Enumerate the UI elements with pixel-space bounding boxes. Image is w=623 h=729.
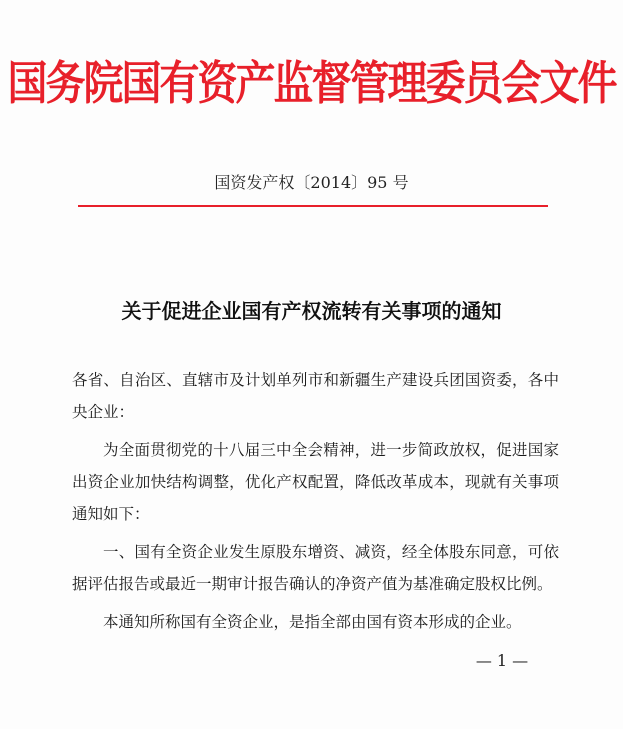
definition-paragraph: 本通知所称国有全资企业，是指全部由国有资本形成的企业。 (103, 613, 522, 631)
notice-body (72, 364, 559, 644)
document-number: 国资发产权〔2014〕95 号 (214, 173, 409, 192)
intro-paragraph: 为全面贯彻党的十八届三中全会精神，进一步简政放权，促进国家出资企业加快结构调整，优化产权配置，降低改革成本，现就有关事项通知如下： (72, 441, 559, 523)
addressee-paragraph: 各省、自治区、直辖市及计划单列市和新疆生产建设兵团国资委，各中央企业： (72, 371, 559, 421)
item-one-paragraph: 一、国有全资企业发生原股东增资、减资，经全体股东同意，可依据评估报告或最近一期审计报告确认的净资产值为基准确定股权比例。 (72, 543, 559, 593)
page-number: — 1 — (475, 651, 529, 670)
notice-title: 关于促进企业国有产权流转有关事项的通知 (121, 299, 502, 323)
agency-title: 国务院国有资产监督管理委员会文件 (7, 57, 616, 111)
red-divider-line (78, 205, 548, 207)
